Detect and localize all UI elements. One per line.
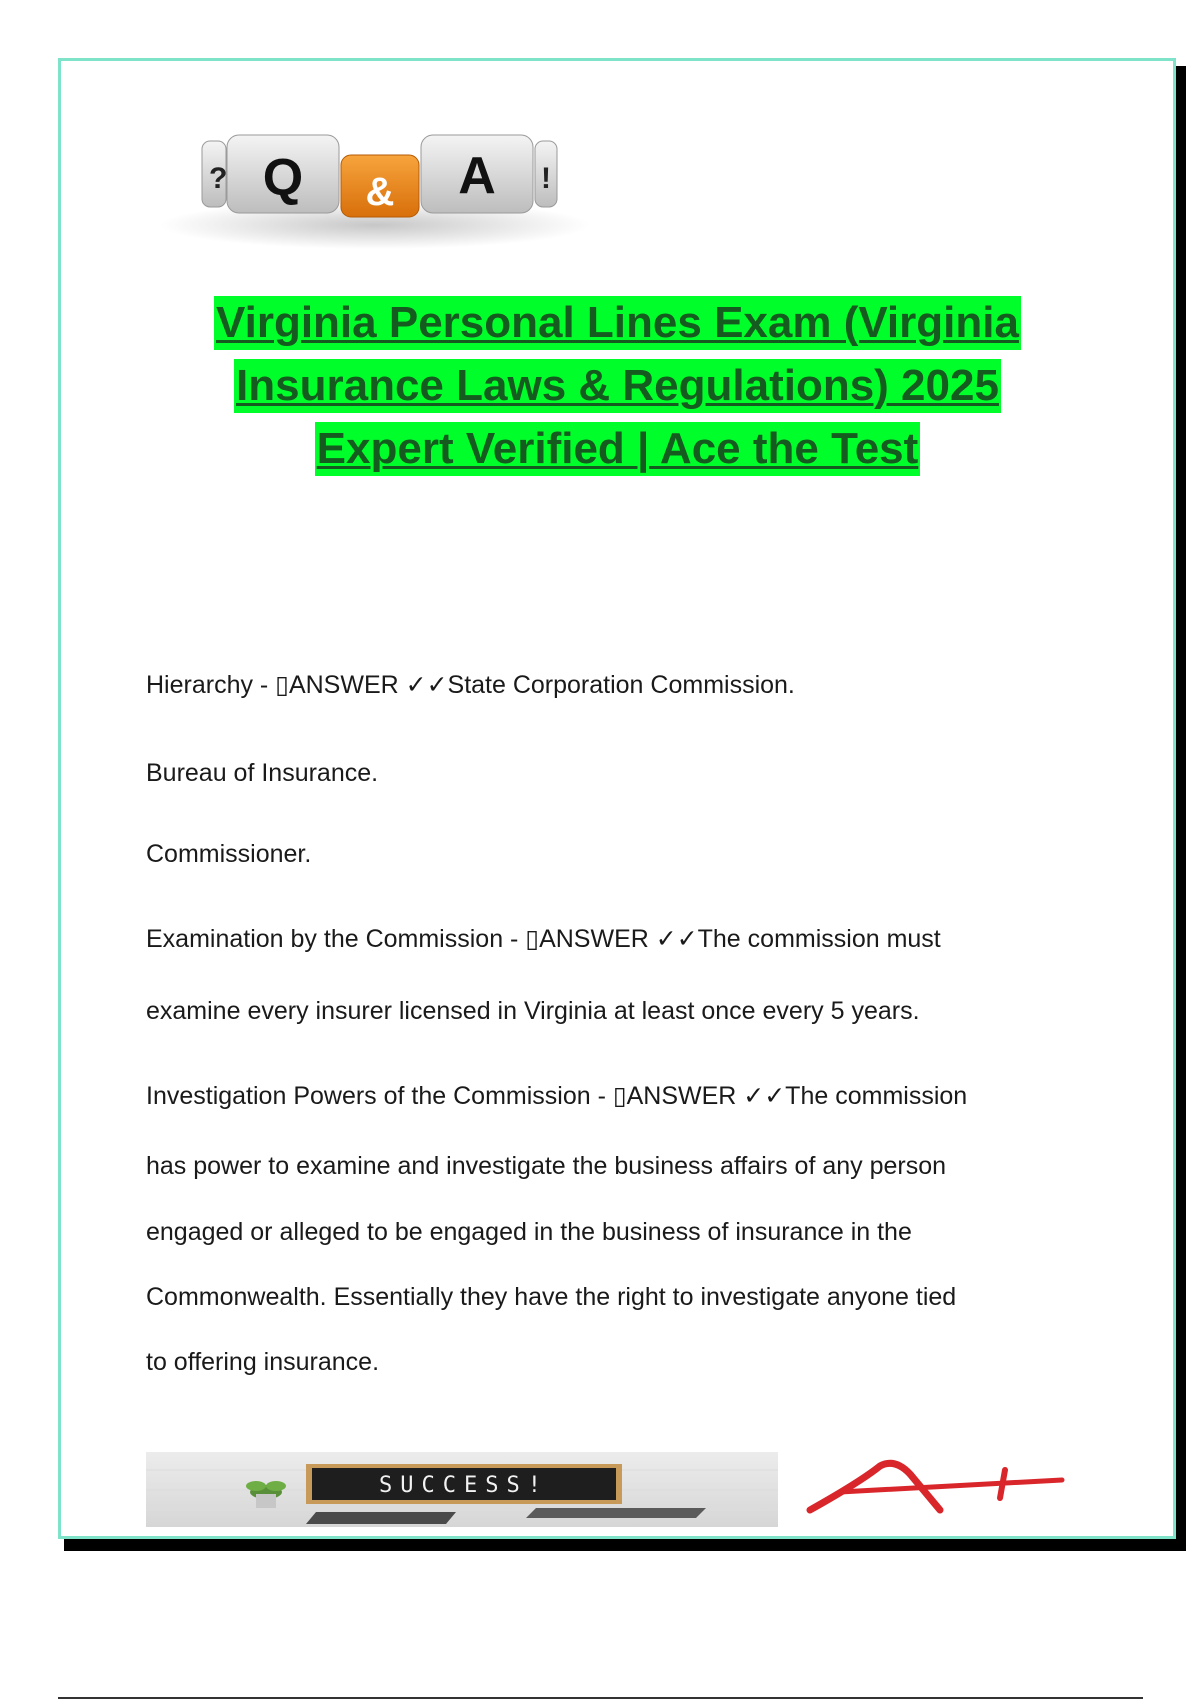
dice-letter: ! bbox=[541, 162, 551, 195]
page-frame bbox=[58, 58, 1176, 1539]
a-plus-grade-icon bbox=[800, 1452, 1070, 1527]
qa-line: Bureau of Insurance. bbox=[146, 759, 379, 787]
qa-line: has power to examine and investigate the business affairs of any person bbox=[146, 1152, 947, 1180]
success-text: SUCCESS! bbox=[379, 1473, 549, 1498]
qa-dice-icon bbox=[145, 85, 600, 255]
title-line: Expert Verified | Ace the Test bbox=[315, 422, 921, 476]
success-banner-image bbox=[146, 1452, 778, 1527]
dice-letter: ? bbox=[209, 162, 228, 195]
dice-letter: A bbox=[458, 147, 496, 205]
qa-line: examine every insurer licensed in Virginia at least once every 5 years. bbox=[146, 997, 920, 1025]
title-line: Virginia Personal Lines Exam (Virginia bbox=[214, 296, 1021, 350]
dice-letter: & bbox=[365, 170, 395, 214]
qa-line: Commonwealth. Essentially they have the right to investigate anyone tied bbox=[146, 1283, 957, 1311]
page-divider bbox=[58, 1697, 1143, 1699]
document-title bbox=[130, 296, 1105, 485]
grade-text: A+ bbox=[800, 1452, 802, 1453]
qa-line: Commissioner. bbox=[146, 840, 312, 868]
qa-line: Investigation Powers of the Commission - ▯ANSWER ✓✓The commission bbox=[146, 1082, 968, 1110]
qa-line: engaged or alleged to be engaged in the business of insurance in the bbox=[146, 1218, 912, 1246]
title-line: Insurance Laws & Regulations) 2025 bbox=[234, 359, 1001, 413]
qa-line: Examination by the Commission - ▯ANSWER ✓✓The commission must bbox=[146, 925, 941, 953]
dice-letter: Q bbox=[262, 149, 304, 207]
qa-line: to offering insurance. bbox=[146, 1348, 380, 1376]
qa-line: Hierarchy - ▯ANSWER ✓✓State Corporation Commission. bbox=[146, 671, 795, 699]
